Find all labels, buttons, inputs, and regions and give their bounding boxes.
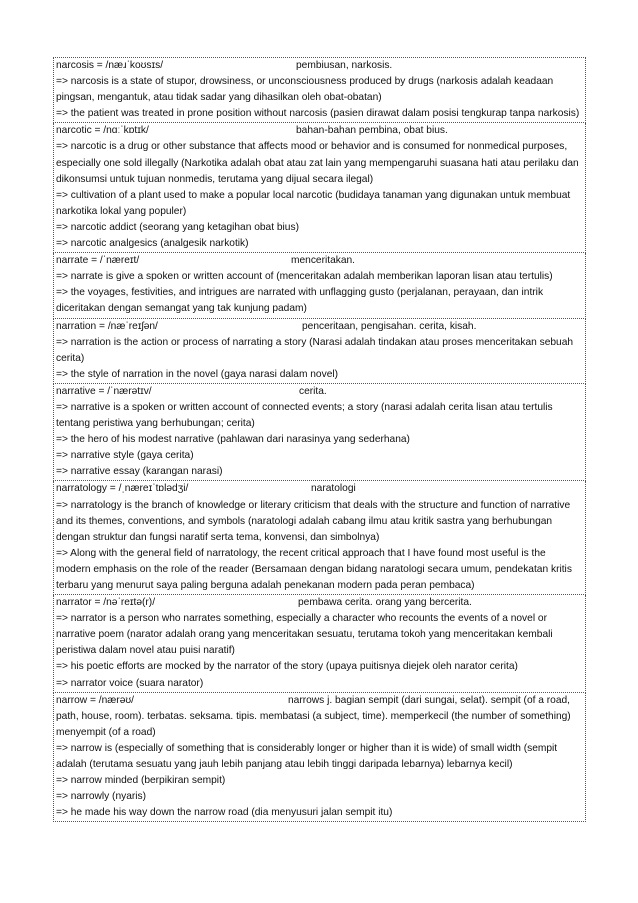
example-line: => narration is the action or process of narrating a story (Narasi adalah tindakan atau proses menceritakan sebuah cerita): [56, 336, 574, 364]
dictionary-entry: [53, 595, 586, 693]
example-line: => the patient was treated in prone position without narcosis (pasien dirawat dalam posisi tengkurap tanpa narkosis): [56, 108, 580, 120]
example-line: => narcotic analgesics (analgesik narkotik): [56, 238, 249, 250]
dictionary-entry: [53, 123, 586, 253]
headword: narrate = /ˈnæreɪt/: [56, 255, 140, 267]
meaning: pembawa cerita. orang yang bercerita.: [298, 597, 472, 609]
meaning: penceritaan, pengisahan. cerita, kisah.: [302, 320, 477, 332]
example-line: => narratology is the branch of knowledge or literary criticism that deals with the structure and function of narrative and its themes, conventions, and symbols (naratologi adalah cabang ilmu atau kritik sastra yang berhubungan dengan struktur dan fungsi naratif serta tema, konvensi, dan simbolnya): [56, 499, 571, 543]
dictionary-entry: [53, 319, 586, 384]
example-line: => narrator is a person who narrates something, especially a character who recounts the events of a novel or narrative poem (narator adalah orang yang menceritakan sesuatu, terutama tokoh yang menceritakan kembali peristiwa dalam novel atau puisi naratif): [56, 613, 553, 657]
example-line: => he made his way down the narrow road (dia menyusuri jalan sempit itu): [56, 807, 393, 819]
example-line: => narrow minded (berpikiran sempit): [56, 775, 226, 787]
dictionary-entry: [53, 693, 586, 823]
dictionary-document: [53, 57, 586, 822]
headword: narrow = /nærəʊ/: [56, 694, 134, 706]
example-line: => narrative essay (karangan narasi): [56, 466, 223, 478]
headword: narcosis = /næɹˈkoʊsɪs/: [56, 60, 164, 71]
dictionary-entry: [53, 253, 586, 318]
example-line: => narcotic is a drug or other substance that affects mood or behavior and is consumed for nonmedical purposes, especially one sold illegally (Narkotika adalah obat atau zat lain yang mempengaruhi suasana hati atau perilaku dan dikonsumsi untuk tujuan nonmedis, terutama yang dijual secara ilegal): [56, 141, 579, 185]
example-line: => Along with the general field of narratology, the recent critical approach that I have found most useful is the modern emphasis on the role of the reader (Bersamaan dengan bidang naratologi secara umum, pendekatan kritis terbaru yang menurut saya paling berguna adalah penekanan modern pada peran pembaca): [56, 547, 572, 591]
dictionary-entry: [53, 481, 586, 595]
example-line: => the hero of his modest narrative (pahlawan dari narasinya yang sederhana): [56, 434, 410, 446]
example-line: => cultivation of a plant used to make a popular local narcotic (budidaya tanaman yang digunakan untuk membuat narkotika lokal yang populer): [56, 189, 571, 217]
headword: narrative = /ˈnærətɪv/: [56, 385, 152, 397]
headword: narration = /næˈreɪʃən/: [56, 320, 158, 332]
headword: narratology = /ˌnæreɪˈtɒlədʒi/: [56, 483, 189, 495]
meaning: pembiusan, narkosis.: [296, 60, 393, 71]
example-line: => the style of narration in the novel (gaya narasi dalam novel): [56, 368, 339, 380]
example-line: => narrative style (gaya cerita): [56, 450, 194, 462]
example-line: => narrator voice (suara narator): [56, 677, 204, 689]
example-line: => his poetic efforts are mocked by the narrator of the story (upaya puitisnya diejek oleh narator cerita): [56, 661, 518, 673]
dictionary-entry: [53, 384, 586, 482]
meaning: cerita.: [299, 385, 327, 397]
meaning: bahan-bahan pembina, obat bius.: [296, 125, 448, 137]
meaning: naratologi: [311, 483, 356, 495]
dictionary-entry: [53, 57, 586, 123]
example-line: => narcosis is a state of stupor, drowsiness, or unconsciousness produced by drugs (narkosis adalah keadaan pingsan, mengantuk, atau tidak sadar yang dihasilkan oleh obat-obatan): [56, 76, 554, 104]
headword: narcotic = /nɑːˈkɒtɪk/: [56, 125, 149, 137]
example-line: => narcotic addict (seorang yang ketagihan obat bius): [56, 221, 299, 233]
example-line: => the voyages, festivities, and intrigues are narrated with unflagging gusto (perjalanan, perayaan, dan intrik diceritakan dengan semangat yang tak kunjung padam): [56, 287, 544, 315]
headword: narrator = /nəˈreɪtə(r)/: [56, 597, 156, 609]
meaning: narrows j. bagian sempit (dari sungai, selat). sempit (of a road, path, house, room). terbatas. seksama. tipis. membatasi (a subject, time). memperkecil (the number of something) menyempit (of a road): [56, 694, 571, 738]
meaning: menceritakan.: [291, 255, 355, 267]
example-line: => narrowly (nyaris): [56, 791, 147, 803]
example-line: => narrow is (especially of something that is considerably longer or higher than it is wide) of small width (sempit adalah (terutama sesuatu yang jauh lebih panjang atau lebih tinggi daripada lebarnya) lebarnya kecil): [56, 742, 558, 771]
example-line: => narrative is a spoken or written account of connected events; a story (narasi adalah cerita lisan atau tertulis tentang peristiwa yang berhubungan; cerita): [56, 401, 553, 430]
example-line: => narrate is give a spoken or written account of (menceritakan adalah memberikan laporan lisan atau tertulis): [56, 271, 553, 283]
